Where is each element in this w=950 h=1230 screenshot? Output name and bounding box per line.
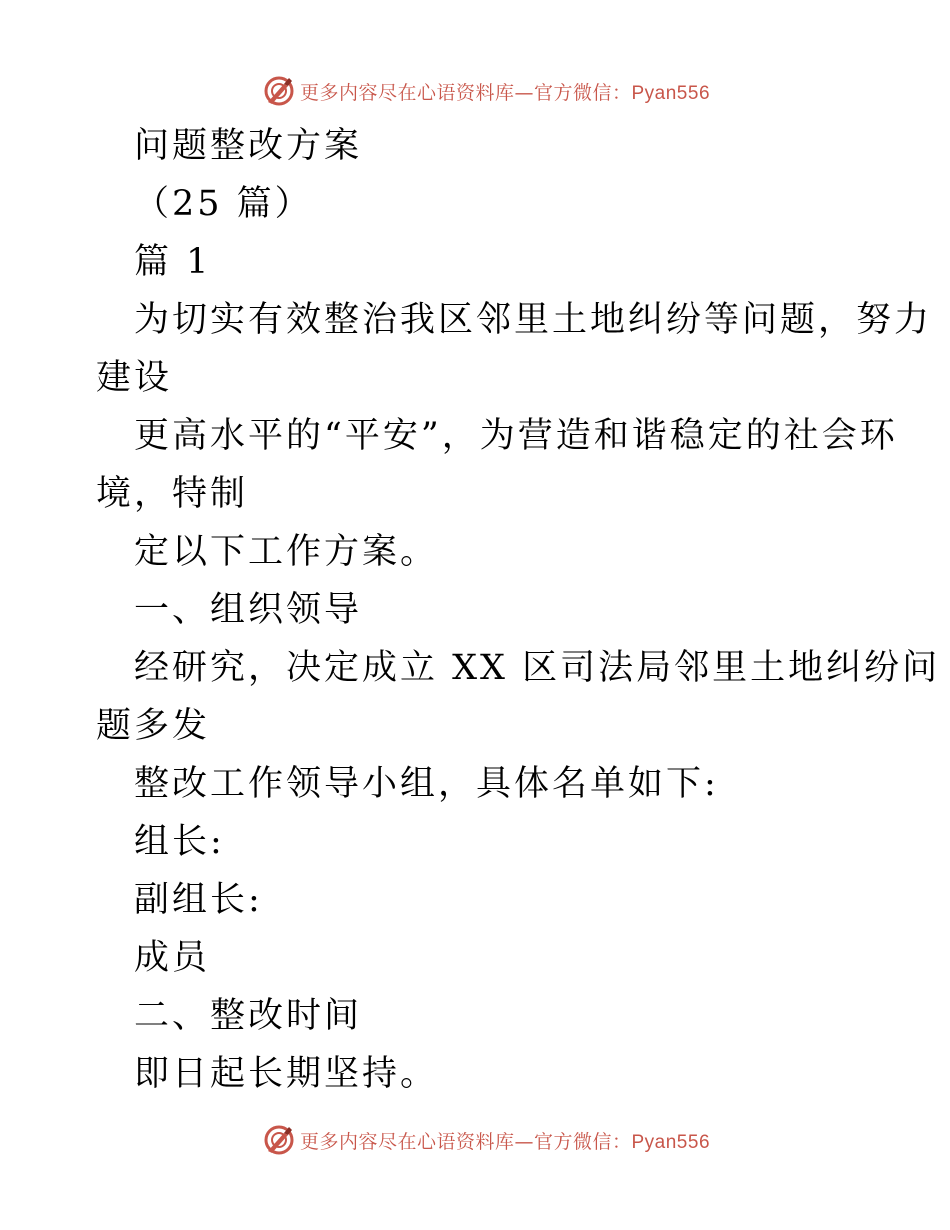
section-heading: 一、组织领导: [134, 590, 363, 630]
paragraph-line: 为切实有效整治我区邻里土地纠纷等问题，努力: [134, 300, 933, 340]
section-heading: 二、整改时间: [134, 996, 363, 1036]
paragraph-line: 更高水平的“平安”，为营造和谐稳定的社会环: [134, 416, 898, 456]
paragraph-line: 即日起长期坚持。: [134, 1054, 439, 1094]
list-item: 成员: [134, 938, 211, 978]
paragraph-line: 境，特制: [96, 474, 249, 514]
watermark-text: 更多内容尽在心语资料库—官方微信：Pyan556: [299, 1130, 711, 1153]
wechat-handle: Pyan556: [631, 1131, 711, 1153]
paragraph-line: 整改工作领导小组，具体名单如下:: [134, 764, 719, 804]
paragraph-line: 经研究，决定成立 XX 区司法局邻里土地纠纷问: [134, 648, 941, 688]
doc-subtitle: （25 篇）: [134, 184, 313, 224]
pen-circle-logo-icon: [262, 74, 296, 108]
paragraph-line: 建设: [96, 358, 173, 398]
list-item: 组长:: [134, 822, 225, 862]
watermark-text: 更多内容尽在心语资料库—官方微信：Pyan556: [299, 81, 711, 104]
header-watermark-banner: [0, 71, 950, 111]
section-label: 篇 1: [134, 242, 212, 282]
wechat-handle: Pyan556: [631, 82, 711, 104]
footer-watermark-banner: [0, 1120, 950, 1160]
pen-circle-logo-icon: [262, 1123, 296, 1157]
doc-title: 问题整改方案: [134, 126, 363, 166]
paragraph-line: 定以下工作方案。: [134, 532, 439, 572]
paragraph-line: 题多发: [96, 706, 211, 746]
list-item: 副组长:: [134, 880, 263, 920]
